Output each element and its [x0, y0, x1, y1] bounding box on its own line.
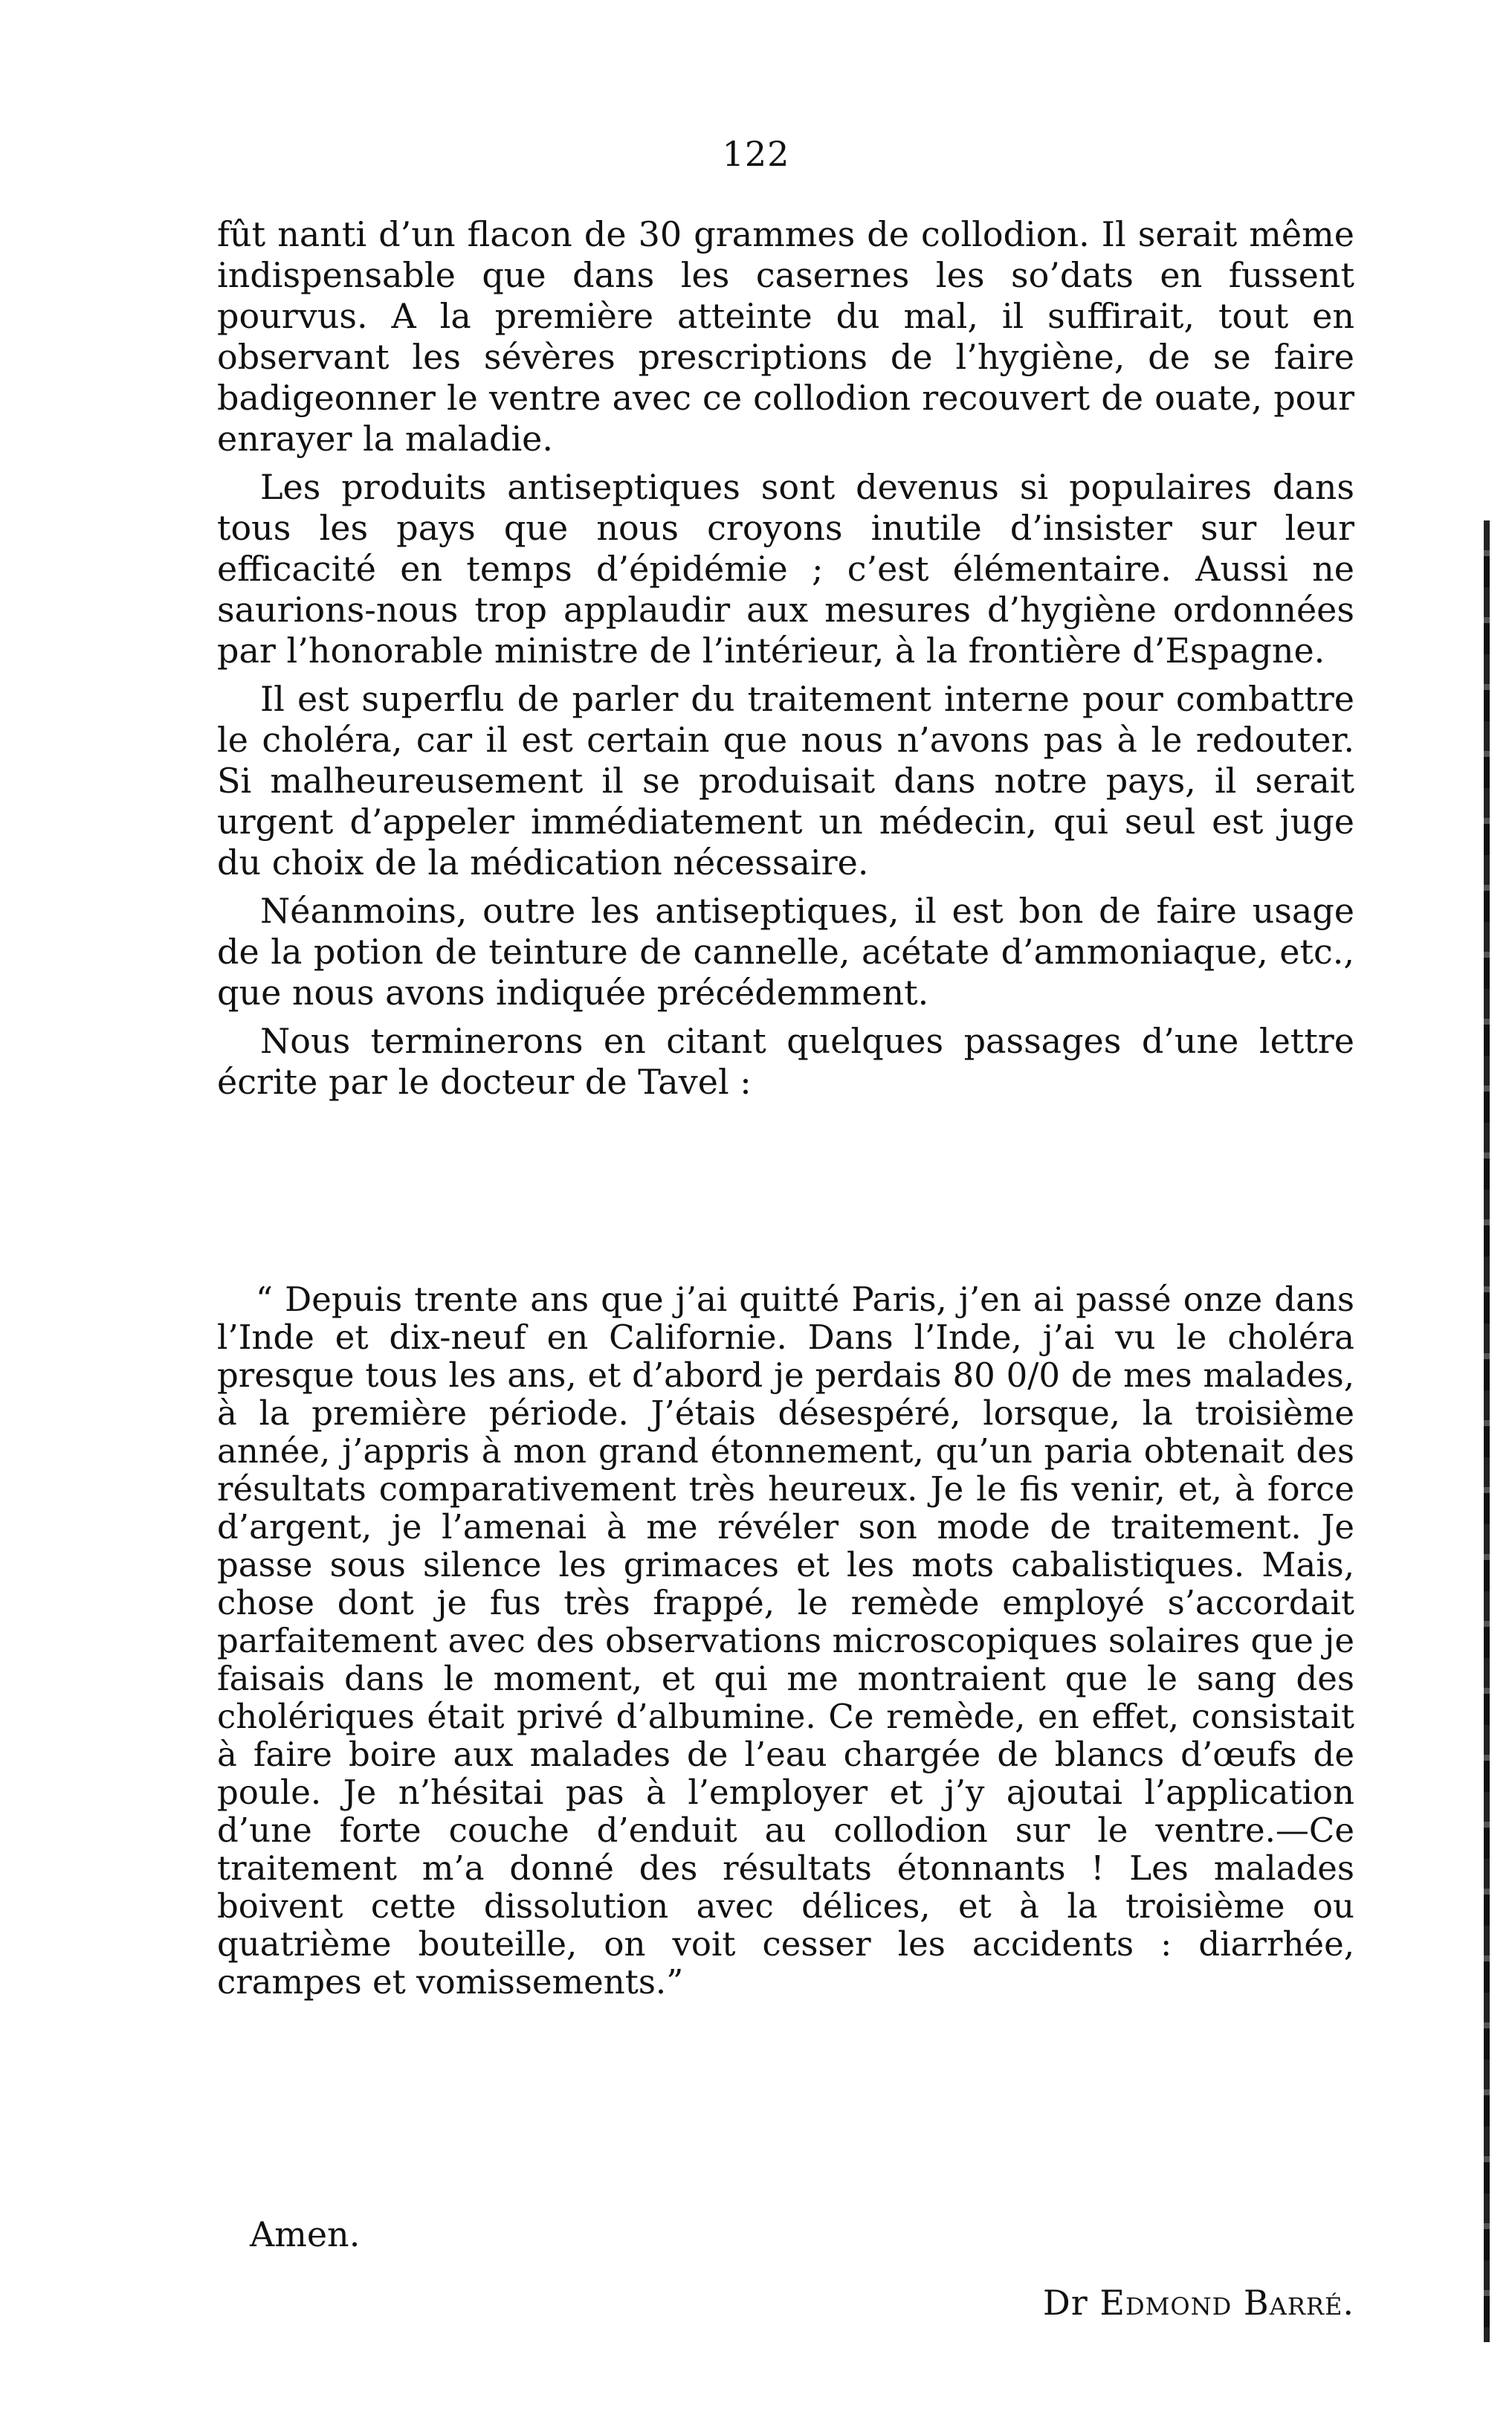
paragraph-5: Nous terminerons en citant quelques passages d’une lettre écrite par le docteur de Tavel : [217, 1021, 1354, 1102]
paragraph-4: Néanmoins, outre les antiseptiques, il est bon de faire usage de la potion de teinture de cannelle, acétate d’ammoniaque, etc., que nous avons indiquée précédemment. [217, 891, 1354, 1013]
body-text [217, 214, 1354, 1110]
paragraph-3: Il est superflu de parler du traitement interne pour combattre le choléra, car il est certain que nous n’avons pas à le redouter. Si malheureusement il se produisait dans notre pays, il serait urgent d’appeler immédiatement un médecin, qui seul est juge du choix de la médication nécessaire. [217, 679, 1354, 883]
paragraph-1: fût nanti d’un flacon de 30 grammes de collodion. Il serait même indispensable que dans les casernes les so’dats en fussent pourvus. A la première atteinte du mal, il suffirait, tout en observant les sévères prescriptions de l’hygiène, de se faire badigeonner le ventre avec ce collodion recouvert de ouate, pour enrayer la maladie. [217, 214, 1354, 459]
paragraph-2: Les produits antiseptiques sont devenus si populaires dans tous les pays que nous croyons inutile d’insister sur leur efficacité en temps d’épidémie ; c’est élémentaire. Aussi ne saurions-nous trop applaudir aux mesures d’hygiène ordonnées par l’honorable ministre de l’intérieur, à la frontière d’Espagne. [217, 467, 1354, 671]
page-number: 122 [722, 134, 790, 174]
letter-text: “ Depuis trente ans que j’ai quitté Paris, j’en ai passé onze dans l’Inde et dix-neuf en Californie. Dans l’Inde, j’ai vu le choléra presque tous les ans, et d’abord je perdais 80 0/0 de mes malades, à la première période. J’étais désespéré, lorsque, la troisième année, j’appris à mon grand étonnement, qu’un paria obtenait des résultats comparativement très heureux. Je le fis venir, et, à force d’argent, je l’amenai à me révéler son mode de traitement. Je passe sous silence les grimaces et les mots cabalistiques. Mais, chose dont je fus très frappé, le remède employé s’accordait parfaitement avec des observations microscopiques solaires que je faisais dans le moment, et qui me montraient que le sang des cholériques était privé d’albumine. Ce remède, en effet, consistait à faire boire aux malades de l’eau chargée de blancs d’œufs de poule. Je n’hésitai pas à l’employer et j’y ajoutai l’application d’une forte couche d’enduit au collodion sur le ventre.—Ce traitement m’a donné des résultats étonnants ! Les malades boivent cette dissolution avec délices, et à la troisième ou quatrième bouteille, on voit cesser les accidents : diarrhée, crampes et vomissements.” [217, 1280, 1354, 2002]
signature-name: Edmond Barré. [1099, 2283, 1354, 2323]
signature [1043, 2283, 1354, 2324]
scan-edge-shadow [1484, 520, 1490, 2342]
quoted-letter [217, 1280, 1354, 2001]
closing: Amen. [250, 2214, 361, 2254]
signature-prefix: Dr [1042, 2283, 1088, 2323]
